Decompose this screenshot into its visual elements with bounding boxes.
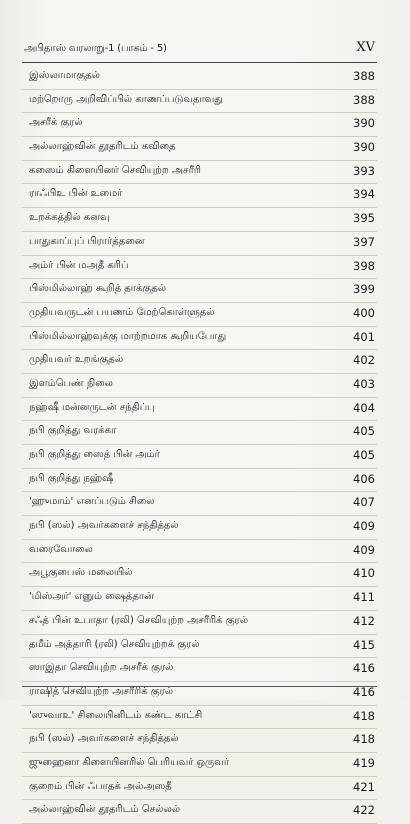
toc-entry	[22, 753, 377, 777]
entry-page: 419	[353, 755, 375, 770]
entry-page: 405	[353, 448, 375, 462]
entry-title: பிஸ்மில்லாஹ் கூறித் தாக்குதல்	[29, 283, 167, 295]
entry-page: 421	[353, 779, 375, 794]
entry-page: 390	[353, 140, 375, 155]
book-title: அபிதாஸ் வரலாறு-1 (பாகம் - 5)	[24, 43, 167, 54]
entry-title: வரைவோலை	[29, 543, 93, 555]
entry-page: 410	[353, 566, 375, 581]
toc-entry	[22, 587, 377, 611]
entry-page: 418	[353, 708, 375, 723]
entry-title: ராஷித் செவியுற்ற அசரீரிக் குரல்	[29, 685, 174, 697]
entry-title: நபி குறித்து நஹ்ஷீ	[29, 472, 114, 484]
toc-entry	[22, 66, 377, 90]
entry-title: அசரீக் குரல்	[29, 117, 83, 129]
toc-entry	[22, 729, 377, 753]
table-of-contents	[22, 66, 377, 824]
entry-page: 418	[353, 732, 375, 747]
toc-entry	[22, 350, 377, 374]
entry-title: உறக்கத்தில் கனவு	[29, 212, 110, 224]
entry-title: நபி (ஸல்) அவர்களைச் சந்தித்தல்	[29, 733, 179, 745]
toc-entry	[22, 421, 377, 445]
toc-entry	[22, 635, 377, 659]
entry-title: சஃத் பின் உபாதா (ரலி) செவியுற்ற அசரீரிக் குரல்	[29, 614, 249, 626]
page-number: XV	[356, 40, 375, 55]
entry-page: 403	[353, 376, 375, 391]
entry-title: இளம்பெண் நிலை	[29, 377, 113, 389]
toc-entry	[22, 279, 377, 303]
toc-entry	[22, 327, 377, 351]
entry-page: 388	[353, 92, 375, 107]
entry-title: தமீம் அத்தாரி (ரலி) செவியுற்றக் குரல்	[29, 638, 200, 650]
entry-title: பிஸ்மில்லாஹ்வுக்கு மாற்றமாக கூறியபோது	[29, 330, 227, 342]
bottom-rule	[22, 686, 377, 687]
entry-page: 409	[353, 542, 375, 557]
toc-entry	[22, 232, 377, 256]
toc-entry	[22, 398, 377, 422]
toc-entry	[22, 516, 377, 540]
entry-page: 400	[353, 305, 375, 320]
toc-entry	[22, 137, 377, 161]
toc-entry	[22, 540, 377, 564]
entry-title: பாதுகாப்புப் பிரார்த்தனை	[29, 235, 145, 247]
entry-page: 415	[353, 637, 375, 652]
toc-entry	[22, 706, 377, 730]
entry-title: அல்லாஹ்வின் தூதரிடம் கவிதை	[29, 141, 176, 153]
toc-entry	[22, 90, 377, 114]
entry-title: இஸ்லாமாகுதல்	[29, 70, 100, 81]
entry-title: ஜுஹைனா கிளையினரில் பெரியவர் ஒருவர்	[29, 756, 230, 768]
entry-title: முதியவருடன் பயணம் மேற்கொள்ளுதல்	[29, 306, 215, 318]
entry-page: 393	[353, 163, 375, 178]
entry-title: ராஃபிஉ பின் உமைர்	[29, 188, 123, 200]
entry-page: 422	[353, 803, 375, 818]
toc-entry	[22, 800, 377, 824]
toc-entry	[22, 611, 377, 635]
entry-title: குறைம் பின் ஃபாதக் அல்அஸதீ	[29, 780, 172, 792]
toc-entry	[22, 445, 377, 469]
toc-entry	[22, 658, 377, 682]
toc-entry	[22, 256, 377, 280]
entry-page: 395	[353, 211, 375, 226]
entry-page: 416	[353, 684, 375, 699]
entry-title: அபூகுபைஸ் மலையில்	[29, 567, 133, 579]
entry-page: 390	[353, 116, 375, 131]
entry-title: நபி குறித்து வரக்கா	[29, 425, 117, 437]
entry-title: அம்ர் பின் மஅதீ கரிப்	[29, 259, 129, 271]
toc-entry	[22, 113, 377, 137]
entry-page: 411	[353, 590, 375, 605]
entry-title: நபி (ஸல்) அவர்களைச் சந்தித்தல்	[29, 520, 179, 532]
entry-title: ஸாஇதா செவியுற்ற அசரீக் குரல்	[29, 662, 174, 674]
entry-title: நஹ்ஷீ மன்னருடன் சந்திப்பு	[29, 401, 155, 413]
entry-title: 'ஸுவாஉ' சிலையினிடம் கண்ட காட்சி	[29, 709, 203, 721]
entry-page: 397	[353, 234, 375, 249]
entry-page: 394	[353, 187, 375, 202]
toc-entry	[22, 374, 377, 398]
entry-title: கஸைம் கிளையினர் செவியுற்ற அசரீரி	[29, 164, 201, 176]
entry-page: 401	[353, 329, 375, 344]
toc-entry	[22, 563, 377, 587]
toc-entry	[22, 777, 377, 801]
toc-entry	[22, 184, 377, 208]
entry-title: மற்றொரு அறிவிப்பில் காணப்படுவதாவது	[29, 93, 223, 105]
entry-title: 'ஹுமாம்' எனப்படும் சிலை	[29, 496, 155, 508]
toc-entry	[22, 208, 377, 232]
entry-page: 388	[353, 69, 375, 83]
entry-page: 416	[353, 661, 375, 676]
entry-page: 412	[353, 613, 375, 628]
entry-page: 406	[353, 471, 375, 486]
page-header	[22, 40, 377, 63]
toc-entry	[22, 492, 377, 516]
entry-title: நபி குறித்து ஸைத் பின் அம்ர்	[29, 449, 160, 460]
entry-page: 399	[353, 282, 375, 297]
entry-title: அல்லாஹ்வின் தூதரிடம் செல்லல்	[29, 804, 181, 816]
toc-entry	[22, 303, 377, 327]
entry-page: 404	[353, 400, 375, 415]
entry-page: 402	[353, 353, 375, 368]
entry-title: 'மிஸ்அர்' எனும் ஷைத்தான்	[29, 591, 154, 603]
toc-entry	[22, 161, 377, 185]
entry-title: முதியவர் உறங்குதல்	[29, 354, 124, 366]
toc-entry	[22, 469, 377, 493]
entry-page: 409	[353, 519, 375, 534]
entry-page: 407	[353, 495, 375, 510]
entry-page: 398	[353, 258, 375, 273]
entry-page: 405	[353, 424, 375, 439]
